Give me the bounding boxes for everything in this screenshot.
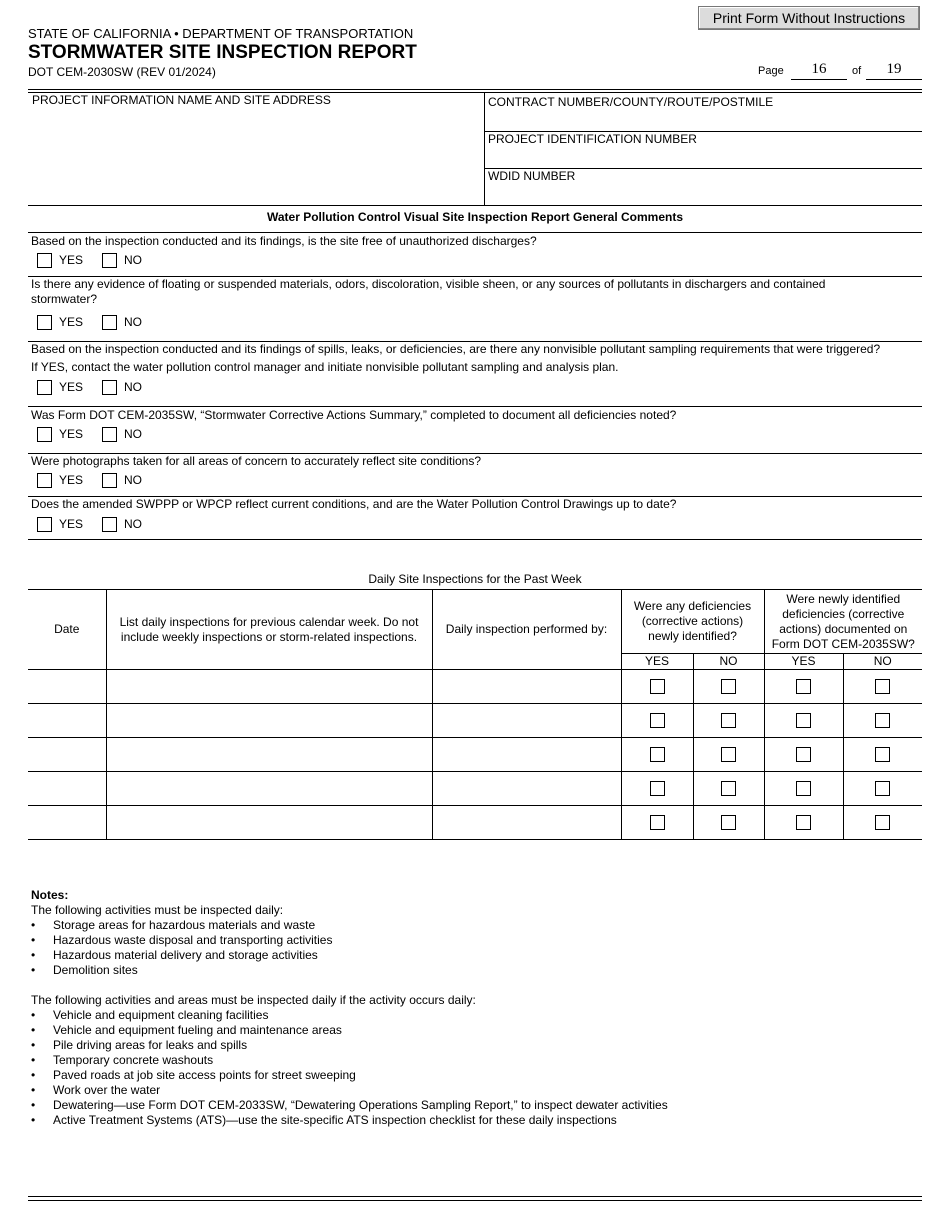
list-item: • Paved roads at job site access points for street sweeping bbox=[31, 1068, 911, 1083]
inspection-list-cell[interactable] bbox=[106, 772, 432, 806]
list-item: • Storage areas for hazardous materials and waste bbox=[31, 918, 911, 933]
q6-no-label: NO bbox=[124, 517, 142, 531]
q4-yes-checkbox[interactable] bbox=[37, 427, 52, 442]
list-item: • Demolition sites bbox=[31, 963, 911, 978]
q5-no-label: NO bbox=[124, 473, 142, 487]
list-item: • Dewatering—use Form DOT CEM-2033SW, “Dewatering Operations Sampling Report,” to inspect dewater activities bbox=[31, 1098, 911, 1113]
of-label: of bbox=[852, 65, 862, 77]
inspection-list-cell[interactable] bbox=[106, 738, 432, 772]
documented-yes-checkbox[interactable] bbox=[796, 781, 811, 796]
col-performed-header: Daily inspection performed by: bbox=[432, 590, 621, 670]
documented-yes-checkbox[interactable] bbox=[796, 679, 811, 694]
notes-section bbox=[31, 888, 911, 1128]
list-item: • Work over the water bbox=[31, 1083, 911, 1098]
documented-yes-checkbox[interactable] bbox=[796, 815, 811, 830]
q1-no-label: NO bbox=[124, 253, 142, 267]
date-cell[interactable] bbox=[28, 670, 106, 704]
project-divider bbox=[484, 92, 485, 205]
list-item: • Vehicle and equipment fueling and maintenance areas bbox=[31, 1023, 911, 1038]
top-border-outer bbox=[28, 89, 922, 90]
notes-intro-2: The following activities and areas must be inspected daily if the activity occurs daily: bbox=[31, 993, 476, 1007]
q3-yes-label: YES bbox=[59, 380, 84, 394]
table-row bbox=[28, 806, 922, 840]
q6-no-checkbox[interactable] bbox=[102, 517, 117, 532]
q6-yes-checkbox[interactable] bbox=[37, 517, 52, 532]
documented-no-header: NO bbox=[843, 654, 922, 670]
question-1: Based on the inspection conducted and its findings, is the site free of unauthorized discharges? bbox=[31, 234, 537, 248]
performed-by-cell[interactable] bbox=[432, 772, 621, 806]
notes-heading: Notes: bbox=[31, 888, 69, 902]
list-item: • Pile driving areas for leaks and spills bbox=[31, 1038, 911, 1053]
date-cell[interactable] bbox=[28, 806, 106, 840]
contract-number-label: CONTRACT NUMBER/COUNTY/ROUTE/POSTMILE bbox=[488, 95, 774, 109]
deficiencies-yes-checkbox[interactable] bbox=[650, 747, 665, 762]
q3-yes-checkbox[interactable] bbox=[37, 380, 52, 395]
notes-intro-1: The following activities must be inspected daily: bbox=[31, 903, 284, 917]
page-label: Page bbox=[758, 65, 784, 77]
wdid-field[interactable] bbox=[488, 184, 918, 204]
daily-inspections-table bbox=[28, 589, 922, 840]
q6-divider bbox=[28, 539, 922, 540]
documented-no-checkbox[interactable] bbox=[875, 713, 890, 728]
inspection-list-cell[interactable] bbox=[106, 670, 432, 704]
deficiencies-no-checkbox[interactable] bbox=[721, 747, 736, 762]
deficiencies-no-checkbox[interactable] bbox=[721, 713, 736, 728]
question-4: Was Form DOT CEM-2035SW, “Stormwater Corrective Actions Summary,” completed to document all deficiencies noted? bbox=[31, 408, 677, 422]
table-row bbox=[28, 772, 922, 806]
inspection-list-cell[interactable] bbox=[106, 806, 432, 840]
performed-by-cell[interactable] bbox=[432, 704, 621, 738]
page-total-field[interactable]: 19 bbox=[866, 61, 922, 80]
question-6: Does the amended SWPPP or WPCP reflect current conditions, and are the Water Pollution Control Drawings up to date? bbox=[31, 497, 677, 511]
q3-no-label: NO bbox=[124, 380, 142, 394]
deficiencies-no-header: NO bbox=[693, 654, 764, 670]
q2-no-checkbox[interactable] bbox=[102, 315, 117, 330]
q1-no-checkbox[interactable] bbox=[102, 253, 117, 268]
col-date-header: Date bbox=[28, 590, 106, 670]
project-id-label: PROJECT IDENTIFICATION NUMBER bbox=[488, 132, 697, 146]
contract-number-field[interactable] bbox=[488, 110, 918, 130]
performed-by-cell[interactable] bbox=[432, 670, 621, 704]
deficiencies-no-checkbox[interactable] bbox=[721, 781, 736, 796]
q2-no-label: NO bbox=[124, 315, 142, 329]
deficiencies-yes-checkbox[interactable] bbox=[650, 679, 665, 694]
col-list-header: List daily inspections for previous calendar week. Do not include weekly inspections or storm-related inspections. bbox=[106, 590, 432, 670]
documented-no-checkbox[interactable] bbox=[875, 781, 890, 796]
q6-yes-label: YES bbox=[59, 517, 84, 531]
q5-yes-checkbox[interactable] bbox=[37, 473, 52, 488]
deficiencies-yes-header: YES bbox=[621, 654, 693, 670]
list-item: • Vehicle and equipment cleaning facilities bbox=[31, 1008, 911, 1023]
performed-by-cell[interactable] bbox=[432, 806, 621, 840]
footer-rule-2 bbox=[28, 1200, 922, 1201]
documented-no-checkbox[interactable] bbox=[875, 815, 890, 830]
col-deficiencies-header: Were any deficiencies (corrective actions) newly identified? bbox=[621, 590, 764, 654]
question-3-note: If YES, contact the water pollution control manager and initiate nonvisible pollutant sampling and analysis plan. bbox=[31, 360, 619, 374]
print-form-button[interactable]: Print Form Without Instructions bbox=[698, 6, 920, 30]
form-title: STORMWATER SITE INSPECTION REPORT bbox=[28, 42, 417, 63]
q3-no-checkbox[interactable] bbox=[102, 380, 117, 395]
comments-heading-divider bbox=[28, 232, 922, 233]
documented-yes-header: YES bbox=[764, 654, 843, 670]
table-row bbox=[28, 704, 922, 738]
table-row bbox=[28, 670, 922, 704]
q5-no-checkbox[interactable] bbox=[102, 473, 117, 488]
q1-yes-label: YES bbox=[59, 253, 84, 267]
date-cell[interactable] bbox=[28, 738, 106, 772]
table-row bbox=[28, 738, 922, 772]
page-number-field[interactable]: 16 bbox=[791, 61, 847, 80]
q4-yes-label: YES bbox=[59, 427, 84, 441]
documented-no-checkbox[interactable] bbox=[875, 747, 890, 762]
form-number: DOT CEM-2030SW (REV 01/2024) bbox=[28, 65, 216, 79]
list-item: • Hazardous waste disposal and transporting activities bbox=[31, 933, 911, 948]
list-item: • Active Treatment Systems (ATS)—use the site-specific ATS inspection checklist for these daily inspections bbox=[31, 1113, 911, 1128]
col-documented-header: Were newly identified deficiencies (corrective actions) documented on Form DOT CEM-2035SW? bbox=[764, 590, 922, 654]
q2-yes-label: YES bbox=[59, 315, 84, 329]
project-info-label: PROJECT INFORMATION NAME AND SITE ADDRESS bbox=[32, 93, 331, 107]
deficiencies-no-checkbox[interactable] bbox=[721, 679, 736, 694]
footer-rule-1 bbox=[28, 1196, 922, 1197]
project-id-field[interactable] bbox=[488, 147, 918, 167]
q3-divider bbox=[28, 406, 922, 407]
section-divider bbox=[28, 205, 922, 206]
deficiencies-yes-checkbox[interactable] bbox=[650, 713, 665, 728]
project-info-field[interactable] bbox=[32, 110, 478, 200]
documented-no-checkbox[interactable] bbox=[875, 679, 890, 694]
q4-no-checkbox[interactable] bbox=[102, 427, 117, 442]
comments-heading: Water Pollution Control Visual Site Inspection Report General Comments bbox=[266, 210, 684, 224]
q1-yes-checkbox[interactable] bbox=[37, 253, 52, 268]
wdid-label: WDID NUMBER bbox=[488, 169, 576, 183]
documented-yes-checkbox[interactable] bbox=[796, 747, 811, 762]
documented-yes-checkbox[interactable] bbox=[796, 713, 811, 728]
performed-by-cell[interactable] bbox=[432, 738, 621, 772]
list-item: • Hazardous material delivery and storage activities bbox=[31, 948, 911, 963]
daily-table-title: Daily Site Inspections for the Past Week bbox=[368, 572, 582, 586]
question-5: Were photographs taken for all areas of concern to accurately reflect site conditions? bbox=[31, 454, 482, 468]
deficiencies-yes-checkbox[interactable] bbox=[650, 815, 665, 830]
date-cell[interactable] bbox=[28, 772, 106, 806]
deficiencies-no-checkbox[interactable] bbox=[721, 815, 736, 830]
q5-yes-label: YES bbox=[59, 473, 84, 487]
question-2: Is there any evidence of floating or suspended materials, odors, discoloration, visible sheen, or any sources of pollutants in dischargers and contained stormwater? bbox=[31, 277, 826, 306]
question-3: Based on the inspection conducted and its findings of spills, leaks, or deficiencies, are there any nonvisible pollutant sampling requirements that were triggered? bbox=[31, 342, 881, 356]
q4-no-label: NO bbox=[124, 427, 142, 441]
deficiencies-yes-checkbox[interactable] bbox=[650, 781, 665, 796]
inspection-list-cell[interactable] bbox=[106, 704, 432, 738]
list-item: • Temporary concrete washouts bbox=[31, 1053, 911, 1068]
agency-line: STATE OF CALIFORNIA • DEPARTMENT OF TRANSPORTATION bbox=[28, 26, 414, 41]
q2-yes-checkbox[interactable] bbox=[37, 315, 52, 330]
date-cell[interactable] bbox=[28, 704, 106, 738]
